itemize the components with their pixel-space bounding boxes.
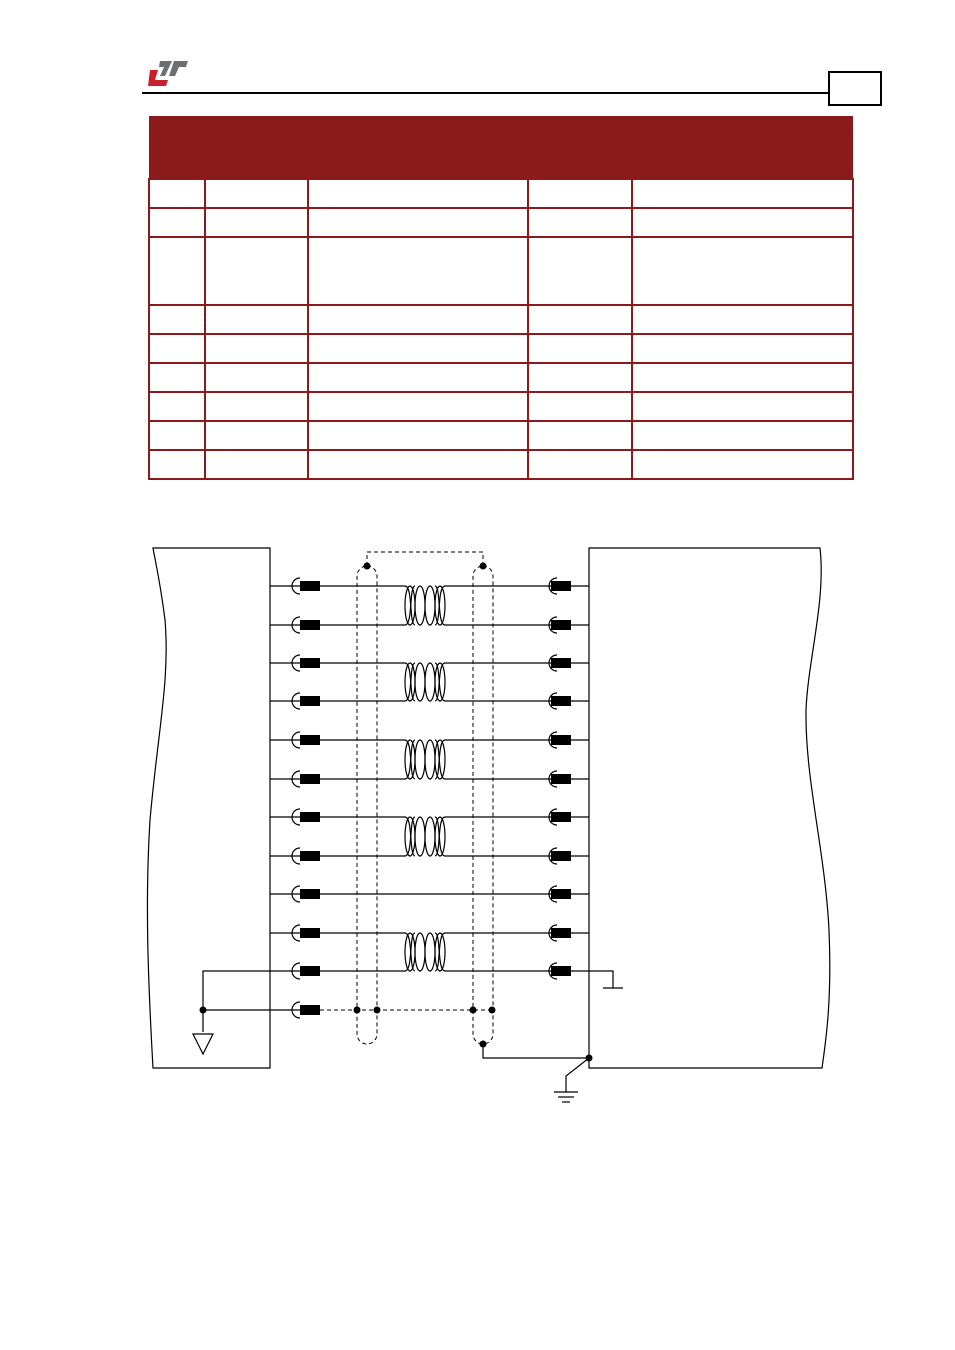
twisted-pair-coil xyxy=(405,933,415,971)
connector-pin xyxy=(300,774,320,784)
connector-pin xyxy=(551,735,571,745)
connector-pin xyxy=(551,966,571,976)
shield-junction-dot xyxy=(489,1007,496,1014)
shield-top xyxy=(367,552,483,566)
shield-junction-dot xyxy=(374,1007,381,1014)
twisted-pair-coil xyxy=(415,663,425,701)
connector-pin xyxy=(551,812,571,822)
connector-pin xyxy=(551,581,571,591)
connector-pin xyxy=(300,581,320,591)
twisted-pair-coil xyxy=(435,817,445,856)
connector-pin xyxy=(551,774,571,784)
connector-pin xyxy=(300,735,320,745)
twisted-pair-wire xyxy=(320,740,415,779)
twisted-pair-wire xyxy=(320,740,415,779)
twisted-pair-coil xyxy=(435,740,445,779)
twisted-pair-coil xyxy=(425,817,435,856)
twisted-pair-coil xyxy=(415,817,425,856)
twisted-pair-wire xyxy=(320,933,415,971)
twisted-pair-coil xyxy=(435,586,445,625)
shield-junction-dot xyxy=(470,1007,477,1014)
twisted-pair-coil xyxy=(425,663,435,701)
connector-pin xyxy=(300,696,320,706)
connector-pin xyxy=(300,928,320,938)
connector-pin xyxy=(300,620,320,630)
twisted-pair-coil xyxy=(415,586,425,625)
connector-pin xyxy=(300,812,320,822)
left-device xyxy=(147,548,270,1068)
junction-dot xyxy=(200,1007,207,1014)
twisted-pair-coil xyxy=(405,586,415,625)
connector-pin xyxy=(300,966,320,976)
left-ground-wire xyxy=(203,971,270,1032)
connector-pin xyxy=(551,696,571,706)
twisted-pair-wire xyxy=(320,663,415,701)
connector-pin xyxy=(551,851,571,861)
connector-pin xyxy=(551,658,571,668)
twisted-pair-wire xyxy=(320,817,415,856)
twisted-pair-coil xyxy=(435,933,445,971)
earth-wire xyxy=(566,1058,589,1092)
twisted-pair-wire xyxy=(320,817,415,856)
connector-pin xyxy=(551,928,571,938)
twisted-pair-coil xyxy=(425,740,435,779)
twisted-pair-coil xyxy=(405,663,415,701)
twisted-pair-coil xyxy=(415,740,425,779)
shield-left xyxy=(357,566,377,1044)
twisted-pair-coil xyxy=(415,933,425,971)
twisted-pair-coil xyxy=(405,740,415,779)
shield-ground-wire xyxy=(483,1044,589,1058)
right-device xyxy=(589,548,830,1068)
connector-pin xyxy=(300,658,320,668)
junction-dot xyxy=(480,1041,487,1048)
twisted-pair-coil xyxy=(435,663,445,701)
twisted-pair-coil xyxy=(425,933,435,971)
twisted-pair-coil xyxy=(405,817,415,856)
shield-junction-dot xyxy=(364,563,371,570)
signal-ground-symbol xyxy=(193,1034,213,1054)
shield-junction-dot xyxy=(480,563,487,570)
shield-right xyxy=(473,566,493,1044)
connector-pin xyxy=(300,851,320,861)
connector-pin xyxy=(551,889,571,899)
right-ground-wire xyxy=(589,971,613,988)
twisted-pair-wire xyxy=(320,933,415,971)
twisted-pair-wire xyxy=(320,586,415,625)
twisted-pair-coil xyxy=(425,586,435,625)
connector-pin xyxy=(551,620,571,630)
connector-pin xyxy=(300,889,320,899)
connector-pin xyxy=(300,1005,320,1015)
shield-junction-dot xyxy=(354,1007,361,1014)
twisted-pair-wire xyxy=(320,586,415,625)
twisted-pair-wire xyxy=(320,663,415,701)
